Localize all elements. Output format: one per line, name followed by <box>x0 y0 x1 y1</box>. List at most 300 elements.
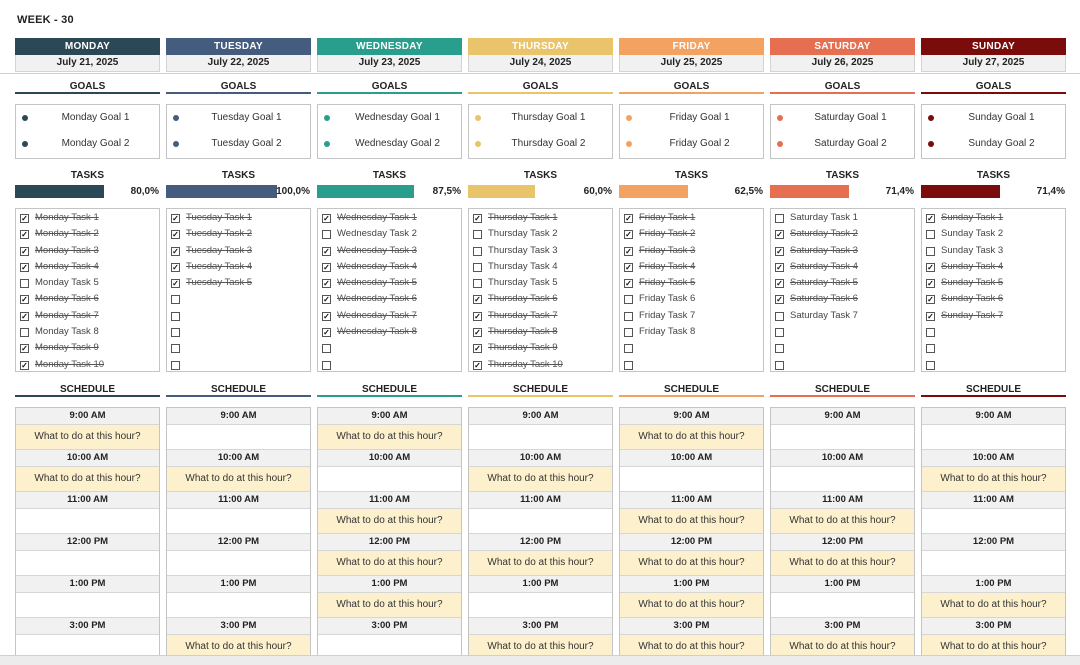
schedule-time: 3:00 PM <box>16 618 159 635</box>
schedule-entry[interactable]: What to do at this hour? <box>318 551 461 576</box>
task-text[interactable]: Friday Task 7 <box>639 309 696 321</box>
schedule-time: 3:00 PM <box>318 618 461 635</box>
task-list <box>921 208 1066 372</box>
day-header-friday: FRIDAY <box>619 38 764 55</box>
task-text[interactable]: Thursday Task 7 <box>488 309 558 321</box>
schedule-entry[interactable]: What to do at this hour? <box>469 551 612 576</box>
checkbox-checked-icon[interactable]: ✓ <box>776 230 783 240</box>
task-text[interactable]: Tuesday Task 1 <box>186 212 253 223</box>
task-text[interactable]: Saturday Task 6 <box>790 293 858 305</box>
goals-list <box>921 104 1066 159</box>
task-text[interactable]: Wednesday Task 3 <box>337 244 417 256</box>
goal-text: Saturday Goal 1 <box>814 112 887 123</box>
schedule-list <box>770 407 915 661</box>
schedule-entry[interactable] <box>469 593 612 618</box>
checkbox-checked-icon[interactable]: ✓ <box>21 230 28 240</box>
day-column-monday <box>15 38 160 631</box>
schedule-entry[interactable] <box>167 593 310 618</box>
checkbox-checked-icon[interactable]: ✓ <box>474 311 481 321</box>
schedule-entry[interactable] <box>16 551 159 576</box>
schedule-entry[interactable] <box>620 467 763 492</box>
goal-item[interactable] <box>318 131 461 157</box>
schedule-entry[interactable] <box>771 467 914 492</box>
task-list <box>166 208 311 372</box>
task-row <box>167 308 310 324</box>
schedule-heading: SCHEDULE <box>619 383 764 397</box>
bullet-icon <box>928 115 934 121</box>
goals-heading: GOALS <box>921 80 1066 94</box>
checkbox-checked-icon[interactable]: ✓ <box>625 262 632 272</box>
checkbox-icon[interactable] <box>171 295 180 304</box>
task-row <box>167 275 310 291</box>
task-text[interactable]: Monday Task 1 <box>35 212 99 223</box>
task-text[interactable]: Thursday Task 9 <box>488 342 558 354</box>
task-text[interactable]: Friday Task 1 <box>639 212 696 223</box>
task-row <box>16 308 159 324</box>
checkbox-icon[interactable] <box>473 263 482 272</box>
task-row <box>620 243 763 259</box>
goal-item[interactable] <box>922 105 1065 131</box>
schedule-entry[interactable] <box>922 509 1065 534</box>
schedule-time: 11:00 AM <box>167 492 310 509</box>
checkbox-checked-icon[interactable]: ✓ <box>21 214 28 223</box>
checkbox-checked-icon[interactable]: ✓ <box>323 328 330 338</box>
schedule-entry[interactable]: What to do at this hour? <box>16 467 159 492</box>
schedule-entry[interactable]: What to do at this hour? <box>620 593 763 618</box>
task-text[interactable]: Tuesday Task 5 <box>186 277 253 289</box>
checkbox-checked-icon[interactable]: ✓ <box>474 328 481 338</box>
schedule-heading: SCHEDULE <box>770 383 915 397</box>
goals-heading: GOALS <box>468 80 613 94</box>
task-row <box>318 340 461 356</box>
task-text[interactable]: Tuesday Task 4 <box>186 260 253 272</box>
bullet-icon <box>324 115 330 121</box>
task-row <box>771 243 914 259</box>
task-row <box>16 275 159 291</box>
task-text[interactable]: Friday Task 5 <box>639 277 696 289</box>
day-column-saturday <box>770 38 915 652</box>
task-row <box>167 324 310 340</box>
goal-item[interactable] <box>469 105 612 131</box>
progress-fill <box>619 185 688 198</box>
checkbox-icon[interactable] <box>775 344 784 353</box>
task-text[interactable]: Wednesday Task 2 <box>337 228 417 240</box>
goals-list <box>317 104 462 159</box>
task-text[interactable]: Saturday Task 4 <box>790 260 858 272</box>
checkbox-icon[interactable] <box>473 247 482 256</box>
checkbox-checked-icon[interactable]: ✓ <box>776 246 783 256</box>
task-text[interactable]: Friday Task 6 <box>639 293 696 305</box>
checkbox-checked-icon[interactable]: ✓ <box>172 262 179 272</box>
checkbox-icon[interactable] <box>624 344 633 353</box>
checkbox-checked-icon[interactable]: ✓ <box>776 279 783 289</box>
schedule-entry[interactable]: What to do at this hour? <box>469 635 612 660</box>
schedule-time: 1:00 PM <box>167 576 310 593</box>
progress-percent: 71,4% <box>1036 186 1065 197</box>
checkbox-icon[interactable] <box>926 230 935 239</box>
schedule-time: 12:00 PM <box>167 534 310 551</box>
task-text[interactable]: Wednesday Task 7 <box>337 309 417 321</box>
task-text[interactable]: Wednesday Task 6 <box>337 293 417 305</box>
checkbox-checked-icon[interactable]: ✓ <box>625 279 632 289</box>
checkbox-icon[interactable] <box>624 312 633 321</box>
task-row <box>620 259 763 275</box>
goals-list <box>166 104 311 159</box>
checkbox-icon[interactable] <box>322 230 331 239</box>
checkbox-checked-icon[interactable]: ✓ <box>21 344 28 354</box>
checkbox-icon[interactable] <box>775 312 784 321</box>
task-progress-bar <box>468 185 613 198</box>
day-header-saturday: SATURDAY <box>770 38 915 55</box>
task-row <box>469 324 612 340</box>
task-row <box>318 308 461 324</box>
schedule-entry[interactable]: What to do at this hour? <box>318 593 461 618</box>
checkbox-icon[interactable] <box>926 344 935 353</box>
checkbox-checked-icon[interactable]: ✓ <box>323 246 330 256</box>
schedule-list <box>619 407 764 661</box>
checkbox-checked-icon[interactable]: ✓ <box>474 295 481 305</box>
task-text[interactable]: Wednesday Task 4 <box>337 260 417 272</box>
task-text[interactable]: Tuesday Task 3 <box>186 244 253 256</box>
schedule-time: 10:00 AM <box>16 450 159 467</box>
task-row <box>620 226 763 242</box>
task-row <box>922 308 1065 324</box>
task-row <box>620 291 763 307</box>
schedule-entry[interactable] <box>167 551 310 576</box>
task-row <box>469 226 612 242</box>
task-text[interactable]: Sunday Task 6 <box>941 293 1004 305</box>
task-text[interactable]: Friday Task 4 <box>639 260 696 272</box>
checkbox-checked-icon[interactable]: ✓ <box>776 295 783 305</box>
checkbox-checked-icon[interactable]: ✓ <box>172 214 179 223</box>
bullet-icon <box>777 141 783 147</box>
checkbox-icon[interactable] <box>473 230 482 239</box>
task-text[interactable]: Monday Task 9 <box>35 342 99 354</box>
checkbox-icon[interactable] <box>20 328 29 337</box>
checkbox-icon[interactable] <box>624 295 633 304</box>
schedule-time: 10:00 AM <box>771 450 914 467</box>
day-column-tuesday <box>166 38 311 652</box>
task-text[interactable]: Wednesday Task 8 <box>337 326 417 338</box>
task-row <box>318 226 461 242</box>
goal-item[interactable] <box>318 105 461 131</box>
progress-percent: 100,0% <box>276 186 310 197</box>
goal-text: Tuesday Goal 1 <box>211 112 282 123</box>
schedule-time: 10:00 AM <box>620 450 763 467</box>
schedule-time: 9:00 AM <box>771 408 914 425</box>
task-text[interactable]: Friday Task 8 <box>639 326 696 338</box>
task-row <box>318 324 461 340</box>
checkbox-icon[interactable] <box>322 344 331 353</box>
task-text[interactable]: Saturday Task 7 <box>790 309 858 321</box>
schedule-entry[interactable]: What to do at this hour? <box>771 509 914 534</box>
schedule-heading: SCHEDULE <box>15 383 160 397</box>
schedule-list <box>317 407 462 661</box>
schedule-entry[interactable]: What to do at this hour? <box>167 467 310 492</box>
schedule-time: 9:00 AM <box>167 408 310 425</box>
day-date-saturday: July 26, 2025 <box>770 55 915 72</box>
task-list <box>317 208 462 372</box>
schedule-time: 3:00 PM <box>469 618 612 635</box>
goal-text: Wednesday Goal 1 <box>355 112 440 123</box>
task-text[interactable]: Monday Task 2 <box>35 228 99 240</box>
checkbox-checked-icon[interactable]: ✓ <box>323 279 330 289</box>
task-text[interactable]: Sunday Task 1 <box>941 212 1004 223</box>
day-column-friday <box>619 38 764 652</box>
task-text[interactable]: Tuesday Task 2 <box>186 228 253 240</box>
goal-text: Tuesday Goal 2 <box>211 138 282 149</box>
schedule-entry[interactable]: What to do at this hour? <box>620 509 763 534</box>
task-text[interactable]: Monday Task 6 <box>35 293 99 305</box>
task-text[interactable]: Thursday Task 6 <box>488 293 558 305</box>
task-row <box>167 226 310 242</box>
schedule-entry[interactable]: What to do at this hour? <box>620 551 763 576</box>
checkbox-checked-icon[interactable]: ✓ <box>323 262 330 272</box>
goal-item[interactable] <box>16 131 159 157</box>
task-text[interactable]: Friday Task 2 <box>639 228 696 240</box>
schedule-entry[interactable] <box>922 425 1065 450</box>
task-text[interactable]: Monday Task 4 <box>35 260 99 272</box>
task-list <box>468 208 613 372</box>
task-text[interactable]: Saturday Task 2 <box>790 228 858 240</box>
task-row <box>167 340 310 356</box>
task-text[interactable]: Friday Task 3 <box>639 244 696 256</box>
schedule-entry[interactable] <box>16 509 159 534</box>
schedule-entry[interactable]: What to do at this hour? <box>771 551 914 576</box>
schedule-entry[interactable] <box>771 425 914 450</box>
task-row <box>771 324 914 340</box>
checkbox-checked-icon[interactable]: ✓ <box>625 230 632 240</box>
checkbox-icon[interactable] <box>322 361 331 370</box>
checkbox-icon[interactable] <box>926 328 935 337</box>
task-text[interactable]: Thursday Task 1 <box>488 212 558 223</box>
task-text[interactable]: Monday Task 3 <box>35 244 99 256</box>
goal-text: Monday Goal 2 <box>61 138 130 149</box>
checkbox-checked-icon[interactable]: ✓ <box>474 344 481 354</box>
task-text[interactable]: Sunday Task 7 <box>941 309 1004 321</box>
day-header-monday: MONDAY <box>15 38 160 55</box>
day-column-sunday <box>921 38 1066 652</box>
schedule-entry[interactable]: What to do at this hour? <box>620 635 763 660</box>
bullet-icon <box>626 115 632 121</box>
goal-item[interactable] <box>16 105 159 131</box>
tasks-heading: TASKS <box>372 170 407 181</box>
bullet-icon <box>626 141 632 147</box>
goal-item[interactable] <box>469 131 612 157</box>
schedule-time: 1:00 PM <box>922 576 1065 593</box>
week-title: WEEK - 30 <box>17 14 74 26</box>
schedule-entry[interactable] <box>318 467 461 492</box>
checkbox-icon[interactable] <box>775 361 784 370</box>
progress-percent: 87,5% <box>432 186 461 197</box>
bullet-icon <box>324 141 330 147</box>
schedule-entry[interactable]: What to do at this hour? <box>922 467 1065 492</box>
schedule-entry[interactable]: What to do at this hour? <box>16 425 159 450</box>
task-row <box>922 340 1065 356</box>
schedule-entry[interactable] <box>469 509 612 534</box>
task-row <box>167 357 310 373</box>
checkbox-checked-icon[interactable]: ✓ <box>625 214 632 223</box>
task-text[interactable]: Thursday Task 5 <box>488 277 558 289</box>
schedule-entry[interactable] <box>167 425 310 450</box>
task-row <box>167 210 310 226</box>
goal-text: Thursday Goal 2 <box>511 138 586 149</box>
goal-item[interactable] <box>620 105 763 131</box>
schedule-entry[interactable]: What to do at this hour? <box>771 635 914 660</box>
task-row <box>469 308 612 324</box>
checkbox-icon[interactable] <box>171 328 180 337</box>
checkbox-icon[interactable] <box>171 361 180 370</box>
checkbox-icon[interactable] <box>473 279 482 288</box>
task-text[interactable]: Wednesday Task 1 <box>337 212 417 223</box>
schedule-time: 3:00 PM <box>922 618 1065 635</box>
task-text[interactable]: Saturday Task 5 <box>790 277 858 289</box>
task-row <box>469 340 612 356</box>
goal-item[interactable] <box>167 105 310 131</box>
checkbox-icon[interactable] <box>926 247 935 256</box>
task-text[interactable]: Thursday Task 3 <box>488 244 558 256</box>
task-row <box>771 357 914 373</box>
task-list <box>770 208 915 372</box>
schedule-entry[interactable] <box>771 593 914 618</box>
task-text[interactable]: Saturday Task 3 <box>790 244 858 256</box>
checkbox-checked-icon[interactable]: ✓ <box>625 246 632 256</box>
task-text[interactable]: Thursday Task 8 <box>488 326 558 338</box>
task-row <box>469 210 612 226</box>
schedule-heading: SCHEDULE <box>166 383 311 397</box>
task-row <box>771 308 914 324</box>
checkbox-checked-icon[interactable]: ✓ <box>927 311 934 321</box>
checkbox-checked-icon[interactable]: ✓ <box>927 262 934 272</box>
checkbox-checked-icon[interactable]: ✓ <box>172 279 179 289</box>
tasks-heading: TASKS <box>976 170 1011 181</box>
schedule-time: 11:00 AM <box>16 492 159 509</box>
task-text[interactable]: Monday Task 10 <box>35 358 105 370</box>
goal-text: Friday Goal 1 <box>669 112 730 123</box>
task-text[interactable]: Wednesday Task 5 <box>337 277 417 289</box>
schedule-heading: SCHEDULE <box>468 383 613 397</box>
task-row <box>771 340 914 356</box>
task-text[interactable]: Monday Task 8 <box>35 326 99 338</box>
schedule-time: 12:00 PM <box>922 534 1065 551</box>
checkbox-icon[interactable] <box>171 344 180 353</box>
checkbox-checked-icon[interactable]: ✓ <box>172 230 179 240</box>
checkbox-checked-icon[interactable]: ✓ <box>927 295 934 305</box>
schedule-time: 1:00 PM <box>771 576 914 593</box>
progress-fill <box>317 185 414 198</box>
schedule-time: 12:00 PM <box>469 534 612 551</box>
goals-heading: GOALS <box>770 80 915 94</box>
task-text[interactable]: Thursday Task 10 <box>488 358 563 370</box>
task-text[interactable]: Sunday Task 3 <box>941 244 1004 256</box>
checkbox-icon[interactable] <box>624 328 633 337</box>
schedule-entry[interactable] <box>469 425 612 450</box>
schedule-entry[interactable] <box>922 551 1065 576</box>
task-row <box>620 308 763 324</box>
schedule-entry[interactable]: What to do at this hour? <box>318 509 461 534</box>
schedule-list <box>15 407 160 661</box>
schedule-time: 12:00 PM <box>771 534 914 551</box>
task-text[interactable]: Sunday Task 4 <box>941 260 1004 272</box>
bullet-icon <box>173 115 179 121</box>
checkbox-checked-icon[interactable]: ✓ <box>21 246 28 256</box>
schedule-entry[interactable]: What to do at this hour? <box>922 635 1065 660</box>
checkbox-icon[interactable] <box>20 279 29 288</box>
task-row <box>922 275 1065 291</box>
goal-item[interactable] <box>771 131 914 157</box>
checkbox-checked-icon[interactable]: ✓ <box>474 360 481 370</box>
checkbox-checked-icon[interactable]: ✓ <box>474 214 481 223</box>
task-row <box>318 259 461 275</box>
checkbox-checked-icon[interactable]: ✓ <box>21 295 28 305</box>
schedule-time: 1:00 PM <box>318 576 461 593</box>
bullet-icon <box>928 141 934 147</box>
task-list <box>15 208 160 372</box>
schedule-time: 9:00 AM <box>922 408 1065 425</box>
goals-list <box>468 104 613 159</box>
schedule-entry[interactable]: What to do at this hour? <box>469 467 612 492</box>
task-row <box>167 291 310 307</box>
checkbox-checked-icon[interactable]: ✓ <box>21 262 28 272</box>
task-row <box>318 357 461 373</box>
checkbox-checked-icon[interactable]: ✓ <box>927 279 934 289</box>
task-text[interactable]: Monday Task 5 <box>35 277 99 289</box>
task-text[interactable]: Monday Task 7 <box>35 309 99 321</box>
progress-fill <box>770 185 849 198</box>
schedule-entry[interactable]: What to do at this hour? <box>620 425 763 450</box>
task-row <box>469 243 612 259</box>
task-row <box>16 291 159 307</box>
task-row <box>922 357 1065 373</box>
task-text[interactable]: Sunday Task 5 <box>941 277 1004 289</box>
checkbox-checked-icon[interactable]: ✓ <box>21 360 28 370</box>
checkbox-checked-icon[interactable]: ✓ <box>927 214 934 223</box>
checkbox-checked-icon[interactable]: ✓ <box>323 214 330 223</box>
schedule-time: 10:00 AM <box>469 450 612 467</box>
schedule-entry[interactable] <box>167 509 310 534</box>
tasks-heading: TASKS <box>70 170 105 181</box>
schedule-time: 12:00 PM <box>620 534 763 551</box>
day-date-sunday: July 27, 2025 <box>921 55 1066 72</box>
schedule-entry[interactable]: What to do at this hour? <box>318 425 461 450</box>
checkbox-icon[interactable] <box>775 214 784 223</box>
task-text[interactable]: Thursday Task 2 <box>488 228 558 240</box>
task-text[interactable]: Saturday Task 1 <box>790 212 858 223</box>
task-row <box>469 291 612 307</box>
task-text[interactable]: Thursday Task 4 <box>488 260 558 272</box>
checkbox-checked-icon[interactable]: ✓ <box>172 246 179 256</box>
goal-item[interactable] <box>620 131 763 157</box>
schedule-entry[interactable]: What to do at this hour? <box>922 593 1065 618</box>
goal-item[interactable] <box>167 131 310 157</box>
checkbox-checked-icon[interactable]: ✓ <box>323 295 330 305</box>
goal-item[interactable] <box>922 131 1065 157</box>
goal-item[interactable] <box>771 105 914 131</box>
checkbox-checked-icon[interactable]: ✓ <box>776 262 783 272</box>
schedule-entry[interactable] <box>16 593 159 618</box>
checkbox-icon[interactable] <box>775 328 784 337</box>
task-row <box>620 275 763 291</box>
sheet-bottom-edge <box>0 655 1080 665</box>
checkbox-checked-icon[interactable]: ✓ <box>323 311 330 321</box>
checkbox-icon[interactable] <box>926 361 935 370</box>
goal-text: Wednesday Goal 2 <box>355 138 440 149</box>
task-text[interactable]: Sunday Task 2 <box>941 228 1004 240</box>
schedule-entry[interactable]: What to do at this hour? <box>167 635 310 660</box>
checkbox-icon[interactable] <box>624 361 633 370</box>
checkbox-checked-icon[interactable]: ✓ <box>21 311 28 321</box>
checkbox-icon[interactable] <box>171 312 180 321</box>
